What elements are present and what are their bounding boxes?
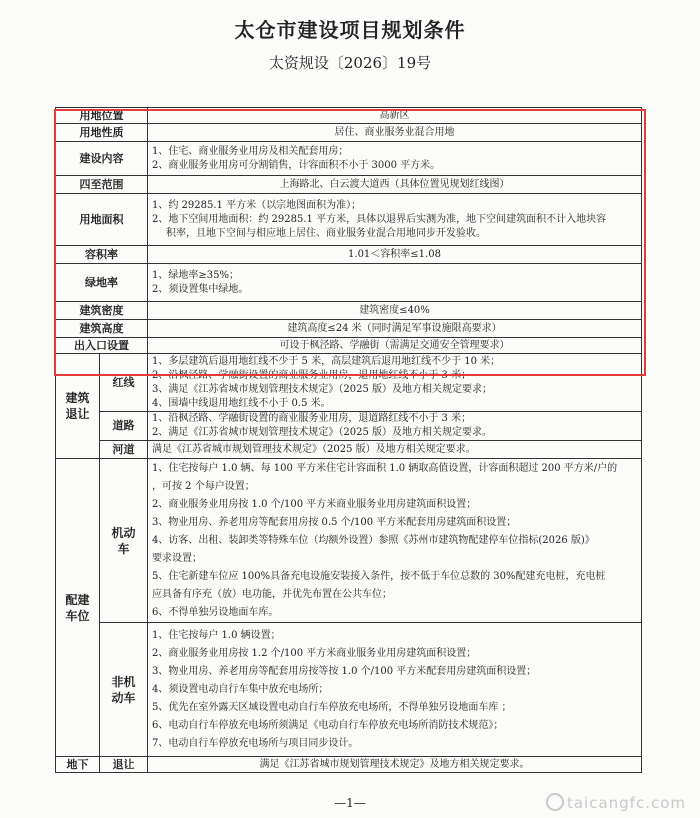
row-nature [56, 124, 642, 142]
text-line: 4、围墙中线退用地红线不小于 0.5 米。 [152, 397, 331, 409]
text-line: 6、电动自行车停放充电场所须满足《电动自行车停放充电场所消防技术规范》； [152, 719, 504, 731]
row-green [56, 264, 642, 302]
row-label: 地下 [56, 757, 100, 773]
row-value [148, 194, 642, 246]
row-parking-nonmotor [56, 623, 642, 757]
text-line: 2、商业服务业用房按 1.0 个/100 平方米商业服务业用房建筑面积设置； [152, 498, 477, 510]
text-line: 4、访客、出租、装卸类等特殊车位（均额外设置）参照《苏州市建筑物配建停车位指标(2026 版)》 [152, 534, 595, 546]
text-line: 1、住宅、商业服务业用房及相关配套用房； [152, 145, 349, 157]
group-label-line: 配建 [65, 592, 90, 607]
row-value [148, 459, 642, 623]
text-line: 4、须设置电动自行车集中放充电场所； [152, 683, 329, 695]
text-line: 1、多层建筑后退用地红线不少于 5 米，高层建筑后退用地红线不少于 10 米； [152, 355, 501, 367]
text-line: 3、满足《江苏省城市规划管理技术规定》（2025 版）及地方相关规定要求； [152, 383, 492, 395]
row-underground [56, 757, 642, 773]
group-label-line: 退让 [65, 407, 90, 421]
sub-label: 道路 [100, 412, 148, 441]
row-label: 建筑高度 [56, 320, 148, 338]
document-title: 太仓市建设项目规划条件 [234, 18, 466, 42]
row-value: 可设于枫泾路、学融街（需满足交通安全管理要求） [148, 338, 642, 354]
row-value [148, 623, 642, 757]
row-label: 出入口设置 [56, 338, 148, 354]
row-label: 用地位置 [56, 108, 148, 124]
text-line: 1、绿地率≥35%； [152, 269, 239, 281]
text-line: 2、商业服务业用房按 1.2 个/100 平方米商业服务业用房建筑面积设置； [152, 647, 477, 659]
setback-group-label [56, 354, 100, 459]
row-label: 用地面积 [56, 194, 148, 246]
text-line: 2、沿枫泾路、学融街设置的商业服务业用房，退用地红线不小于 3 米； [152, 369, 472, 381]
row-label: 绿地率 [56, 264, 148, 302]
row-value: 上海路北、白云渡大道西（具体位置见规划红线图） [148, 176, 642, 194]
sub-label: 退让 [100, 757, 148, 773]
row-value: 1.01＜容积率≤1.08 [148, 246, 642, 264]
text-line: 2、满足《江苏省城市规划管理技术规定》（2025 版）及地方相关规定要求。 [152, 427, 492, 438]
row-parking-motor [56, 459, 642, 623]
row-value: 满足《江苏省城市规划管理技术规定》（2025 版）及地方相关规定要求。 [148, 441, 642, 459]
sub-label: 红线 [100, 354, 148, 412]
text-line: 5、优先在室外露天区域设置电动自行车停放充电场所，不得单独另设地面车库 ； [152, 701, 512, 713]
text-line: 2、须设置集中绿地。 [152, 283, 249, 295]
group-label-line: 建筑 [65, 391, 90, 405]
row-value: 满足《江苏省城市规划管理技术规定》及地方相关规定要求。 [148, 757, 642, 773]
text-line: ，可按 2 个每户设置； [152, 480, 255, 492]
sub-label: 河道 [100, 441, 148, 459]
text-line: 应具备有序充（放）电功能，并优先布置在公共车位； [152, 588, 392, 600]
text-line: 2、商业服务业用房可分割销售，计容面积不小于 3000 平方米。 [152, 159, 441, 171]
text-line: 2、地下空间用地面积：约 29285.1 平方米，具体以退界后实测为准，地下空间建筑面积不计入地块容 [152, 213, 607, 225]
text-line: 6、不得单独另设地面车库。 [152, 606, 279, 618]
text-line: 1、约 29285.1 平方米（以宗地图面积为准）； [152, 199, 362, 211]
row-boundary [56, 176, 642, 194]
row-height [56, 320, 642, 338]
row-setback-river [56, 441, 642, 459]
row-label: 建设内容 [56, 142, 148, 176]
row-area [56, 194, 642, 246]
text-line: 7、电动自行车停放充电场所与项目同步设计。 [152, 737, 359, 749]
group-label-line: 车位 [65, 608, 90, 623]
row-label: 容积率 [56, 246, 148, 264]
sub-label [100, 459, 148, 623]
row-location [56, 108, 642, 124]
page-number: —1— [334, 796, 366, 810]
row-content [56, 142, 642, 176]
planning-conditions-table [55, 107, 642, 773]
row-value: 居住、商业服务业混合用地 [148, 124, 642, 142]
row-value: 建筑密度≤40% [148, 302, 642, 320]
row-value [148, 354, 642, 412]
row-label: 建筑密度 [56, 302, 148, 320]
row-far [56, 246, 642, 264]
sub-label [100, 623, 148, 757]
row-value [148, 264, 642, 302]
row-value [148, 412, 642, 441]
sub-label-line: 车 [117, 541, 130, 556]
text-line: 5、住宅新建车位应 100%具备充电设施安装接入条件，按不低于车位总数的 30%配建充电桩，充电桩 [152, 570, 606, 582]
document-number: 太资规设〔2026〕19号 [268, 54, 432, 72]
text-line: 1、住宅按每户 1.0 辆、每 100 平方米住宅计容面积 1.0 辆取高值设置，计容面积超过 200 平方米/户的 [152, 462, 618, 474]
text-line: 要求设置； [152, 552, 202, 564]
row-label: 用地性质 [56, 124, 148, 142]
row-label: 四至范围 [56, 176, 148, 194]
watermark-text: taicangfc.com [566, 794, 686, 812]
parking-group-label [56, 459, 100, 757]
row-setback-redline [56, 354, 642, 412]
row-setback-road [56, 412, 642, 441]
row-value: 高新区 [148, 108, 642, 124]
sub-label-line: 机动 [111, 525, 136, 540]
text-line: 3、物业用房、养老用房等配套用房按等按 1.0 个/100 平方米配套用房建筑面积设置； [152, 665, 537, 677]
row-entrance [56, 338, 642, 354]
row-value [148, 142, 642, 176]
row-value: 建筑高度≤24 米（同时满足军事设施限高要求） [148, 320, 642, 338]
row-density [56, 302, 642, 320]
text-line: 积率，且地下空间与相应地上居住、商业服务业混合用地同步开发验收。 [166, 227, 486, 239]
sub-label-line: 非机 [111, 674, 136, 689]
text-line: 3、物业用房、养老用房等配套用房按 0.5 个/100 平方米配套用房建筑面积设置； [152, 516, 517, 528]
text-line: 1、住宅按每户 1.0 辆设置； [152, 629, 281, 641]
text-line: 1、沿枫泾路、学融街设置的商业服务业用房，退道路红线不小于 3 米； [152, 413, 472, 424]
sub-label-line: 动车 [111, 690, 136, 705]
